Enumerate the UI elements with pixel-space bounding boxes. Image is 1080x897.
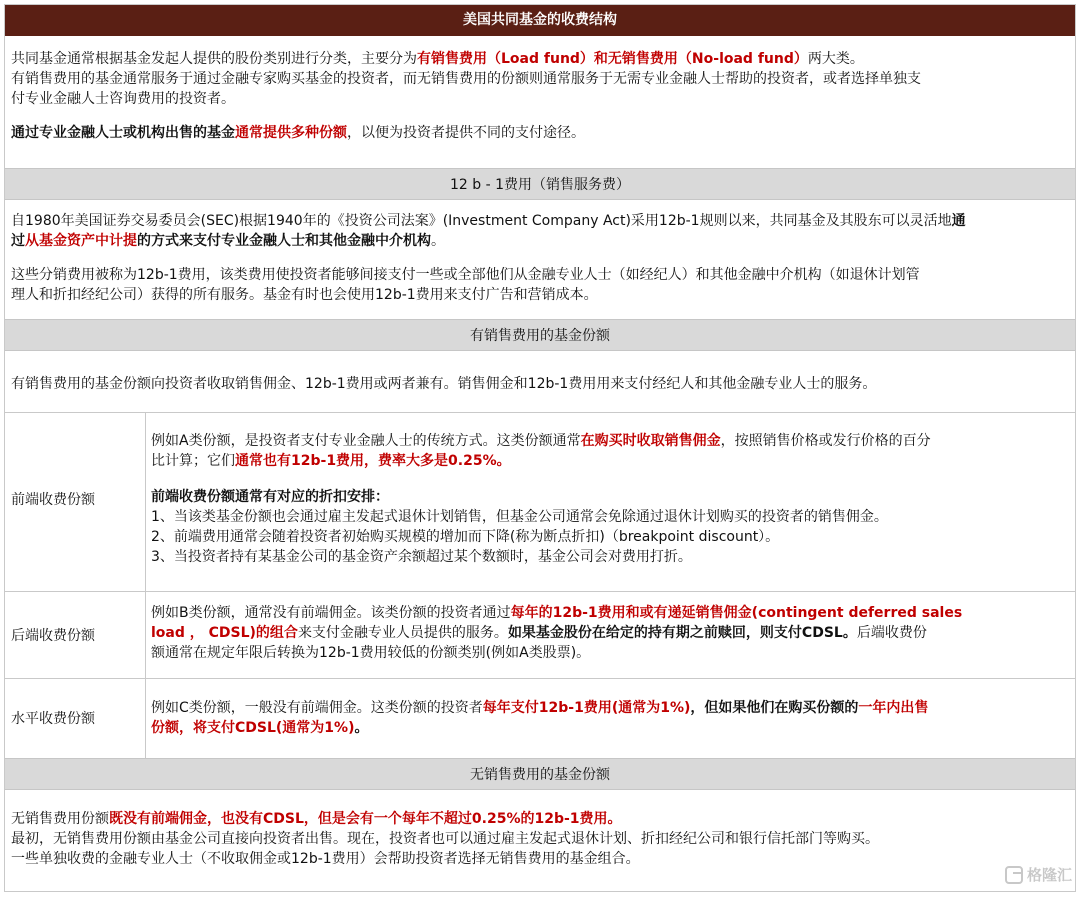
noload-line-2: 最初，无销售费用份额由基金公司直接向投资者出售。现在，投资者也可以通过雇主发起式退休计划、折扣经纪公司和银行信托部门等购买。 (11, 831, 879, 847)
back-load-description (151, 603, 1069, 663)
front-line-1 (151, 431, 1069, 451)
discount-item-1: 1、当该类基金份额也会通过雇主发起式退休计划销售，但基金公司通常会免除通过退休计划购买的投资者的销售佣金。 (151, 509, 888, 525)
front-highlight-2: 通常也有12b-1费用，费率大多是0.25%。 (235, 453, 511, 469)
divider (5, 678, 1075, 679)
noload-text: 无销售费用份额 (11, 811, 109, 827)
intro-paragraph (5, 49, 1075, 143)
front-text: 例如A类份额，是投资者支付专业金融人士的传统方式。这类份额通常 (151, 433, 581, 449)
level-bold: ，但如果他们在购买份额的 (690, 700, 859, 716)
fee12b1-bold-3: 的方式来支付专业金融人士和其他金融中介机构 (137, 233, 431, 249)
divider (5, 591, 1075, 592)
back-line-3: 额通常在规定年限后转换为12b-1费用较低的份额类别(例如A类股票)。 (151, 645, 591, 661)
level-highlight-2: 一年内出售 (858, 700, 929, 716)
level-highlight: 每年支付12b-1费用(通常为1%) (482, 700, 691, 716)
back-highlight: 每年的12b-1费用和或有递延销售佣金(contingent deferred sales (510, 605, 963, 621)
section-header-load: 有销售费用的基金份额 (5, 319, 1075, 351)
back-text: 例如B类份额，通常没有前端佣金。该类份额的投资者通过 (151, 605, 511, 621)
intro-line-4 (11, 123, 1069, 143)
back-bold: 如果基金股份在给定的持有期之前赎回，则支付CDSL。 (507, 625, 857, 641)
level-text: 例如C类份额，一般没有前端佣金。这类份额的投资者 (151, 700, 483, 716)
fee12b1-text: 自1980年美国证券交易委员会(SEC)根据1940年的《投资公司法案》(Investment Company Act)采用12b-1规则以来，共同基金及其股东可以灵活地 (11, 213, 952, 229)
divider (5, 412, 1075, 413)
discount-item-3: 3、当投资者持有某基金公司的基金资产余额超过某个数额时，基金公司会对费用打折。 (151, 549, 692, 565)
intro-line-1 (11, 49, 1069, 69)
back-text-3: 后端收费份 (856, 625, 927, 641)
noload-line-3: 一些单独收费的金融专业人士（不收取佣金或12b-1费用）会帮助投资者选择无销售费用的基金组合。 (11, 851, 640, 867)
fee12b1-end: 。 (431, 233, 445, 249)
section-header-12b1: 12 b - 1费用（销售服务费） (5, 168, 1075, 200)
discount-item-2: 2、前端费用通常会随着投资者初始购买规模的增加而下降(称为断点折扣)（breakpoint discount）。 (151, 529, 780, 545)
front-text-3: 比计算；它们 (151, 453, 235, 469)
back-line-1 (151, 603, 1069, 623)
front-load-description (151, 431, 1069, 567)
level-end: 。 (354, 720, 369, 736)
back-line-2 (151, 623, 1069, 643)
front-line-2 (151, 451, 1069, 471)
fee12b1-bold: 通 (951, 213, 966, 229)
document-title: 美国共同基金的收费结构 (5, 5, 1075, 36)
load-intro: 有销售费用的基金份额向投资者收取销售佣金、12b-1费用或两者兼有。销售佣金和12b-1费用用来支付经纪人和其他金融专业人士的服务。 (11, 376, 877, 392)
fee12b1-line-3: 这些分销费用被称为12b-1费用，该类费用使投资者能够间接支付一些或全部他们从金融专业人士（如经纪人）和其他金融中介机构（如退休计划管 (11, 267, 920, 283)
fee12b1-line-1 (11, 211, 1069, 231)
discount-heading: 前端收费份额通常有对应的折扣安排： (151, 489, 389, 505)
fee-structure-document (4, 4, 1076, 892)
level-line-2 (151, 718, 1069, 738)
level-highlight-3: 份额，将支付CDSL(通常为1%) (151, 720, 355, 736)
fee12b1-bold-2: 过 (11, 233, 25, 249)
fee12b1-line-2 (11, 231, 1069, 251)
intro-line-3: 付专业金融人士咨询费用的投资者。 (11, 91, 235, 107)
back-load-label: 后端收费份额 (11, 628, 95, 644)
noload-line-1 (11, 809, 1069, 829)
watermark-logo (1005, 864, 1072, 885)
intro-text: 共同基金通常根据基金发起人提供的股份类别进行分类，主要分为 (11, 51, 417, 67)
back-highlight-2: load ， CDSL)的组合 (151, 625, 298, 641)
intro-line-2: 有销售费用的基金通常服务于通过金融专家购买基金的投资者，而无销售费用的份额则通常服务于无需专业金融人士帮助的投资者，或者选择单独支 (11, 71, 921, 87)
level-load-description (151, 698, 1069, 738)
column-divider (145, 412, 146, 758)
back-text-2: 来支付金融专业人员提供的服务。 (297, 625, 508, 641)
level-line-1 (151, 698, 1069, 718)
intro-highlight: 有销售费用（Load fund）和无销售费用（No-load fund） (417, 51, 808, 67)
intro-highlight-2: 通常提供多种份额 (235, 125, 347, 141)
front-load-label: 前端收费份额 (11, 492, 95, 508)
noload-paragraph (5, 809, 1075, 869)
front-text-2: ，按照销售价格或发行价格的百分 (720, 433, 931, 449)
intro-bold: 通过专业金融人士或机构出售的基金 (11, 125, 235, 141)
fee12b1-highlight: 从基金资产中计提 (25, 233, 137, 249)
fee12b1-line-4: 理人和折扣经纪公司）获得的所有服务。基金有时也会使用12b-1费用来支付广告和营销成本。 (11, 287, 598, 303)
intro-text-end: 两大类。 (807, 51, 864, 67)
watermark-text: 格隆汇 (1026, 866, 1072, 884)
section-header-noload: 无销售费用的基金份额 (5, 758, 1075, 790)
front-highlight: 在购买时收取销售佣金 (580, 433, 721, 449)
watermark-icon (1005, 866, 1023, 884)
intro-rest: ，以便为投资者提供不同的支付途径。 (347, 125, 585, 141)
noload-highlight: 既没有前端佣金，也没有CDSL，但是会有一个每年不超过0.25%的12b-1费用。 (109, 811, 622, 827)
level-load-label: 水平收费份额 (11, 711, 95, 727)
fee12b1-paragraph (5, 211, 1075, 305)
